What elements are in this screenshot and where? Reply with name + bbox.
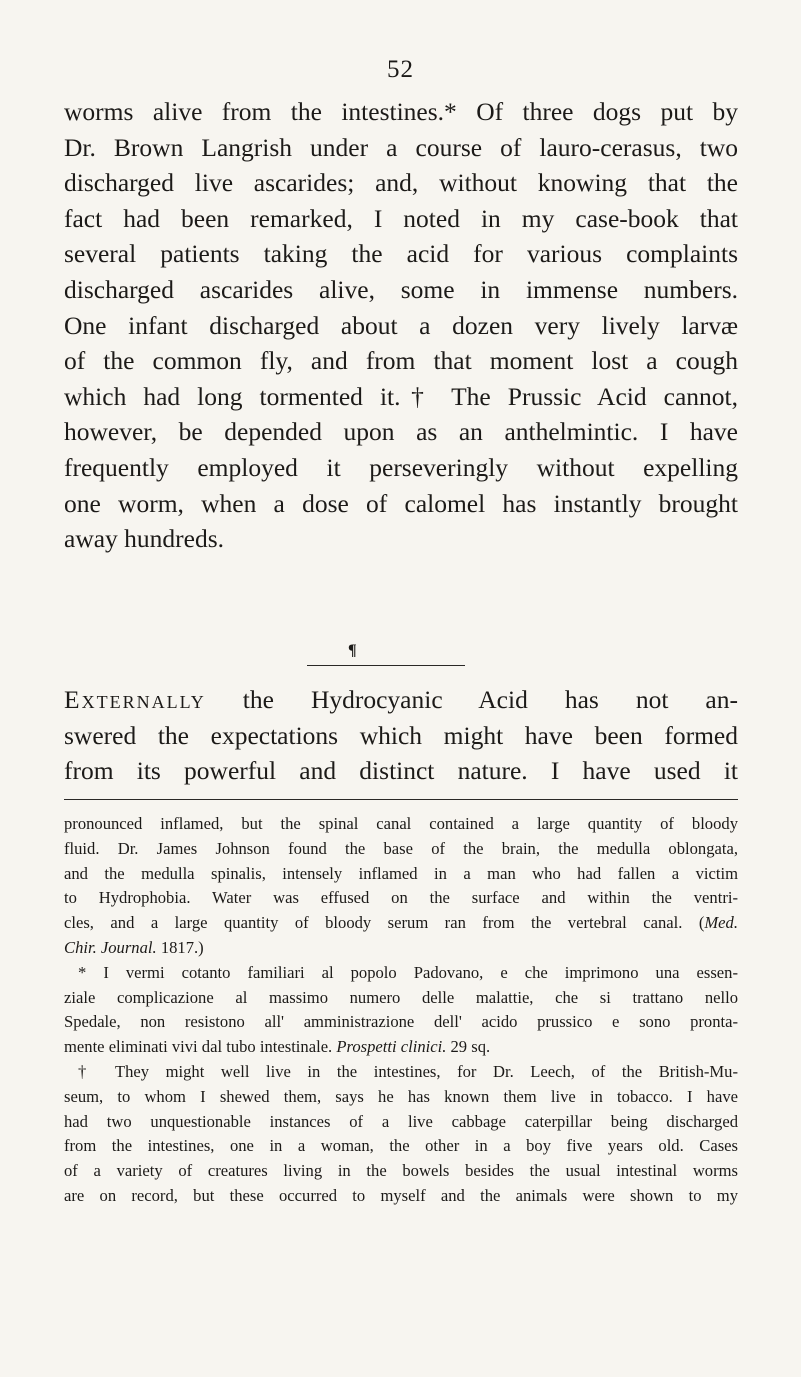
footnote-line: of a variety of creatures living in the bowels besides the usual intestinal worms: [64, 1161, 738, 1181]
footnote-line: are on record, but these occurred to myself and the animals were shown to my: [64, 1185, 738, 1205]
text-line: discharged live ascarides; and, without knowing that the: [64, 168, 738, 198]
text-line: of the common fly, and from that moment lost a cough: [64, 346, 738, 376]
lead-word: Externally: [64, 685, 206, 714]
text-line: fact had been remarked, I noted in my case-book that: [64, 203, 738, 233]
footnote-line: and the medulla spinalis, intensely inflamed in a man who had fallen a victim: [64, 863, 738, 883]
footnote-text: 1817.): [156, 937, 204, 957]
footnote-line: to Hydrophobia. Water was effused on the surface and within the ventri-: [64, 888, 738, 908]
text-line: one worm, when a dose of calomel has instantly brought: [64, 488, 738, 518]
footnote-line: had two unquestionable instances of a live cabbage caterpillar being discharged: [64, 1111, 738, 1131]
text-line: swered the expectations which might have been formed: [64, 720, 738, 750]
footnote-line: [64, 936, 738, 961]
text-line: One infant discharged about a dozen very lively larvæ: [64, 310, 738, 340]
text-line: [64, 682, 738, 718]
footnote-line: pronounced inflamed, but the spinal canal contained a large quantity of bloody: [64, 814, 738, 833]
journal-ref: Med.: [704, 913, 738, 933]
text-line: from its powerful and distinct nature. I have used it: [64, 756, 738, 786]
footnote-line: from the intestines, one in a woman, the other in a boy five years old. Cases: [64, 1136, 738, 1156]
footnote-text: cles, and a large quantity of bloody serum ran from the vertebral canal. (: [64, 913, 705, 933]
text-line: worms alive from the intestines.* Of three dogs put by: [64, 97, 738, 126]
line-rest: the Hydrocyanic Acid has not an-: [205, 685, 738, 714]
footnote-line: seum, to whom I shewed them, says he has known them live in tobacco. I have: [64, 1086, 738, 1106]
footnote-text: mente eliminati vivi dal tubo intestinale.: [64, 1037, 337, 1057]
text-line: which had long tormented it.† The Prussic Acid cannot,: [64, 381, 738, 411]
journal-ref: Chir. Journal.: [64, 937, 157, 957]
main-paragraph: [64, 94, 738, 557]
source-ref: Prospetti clinici.: [336, 1037, 447, 1057]
footnote-text: 29 sq.: [446, 1037, 491, 1057]
footnote-divider: [64, 799, 738, 800]
footnote-line: * I vermi cotanto familiari al popolo Padovano, e che imprimono una essen-: [78, 962, 738, 982]
text-line: discharged ascarides alive, some in immense numbers.: [64, 274, 738, 304]
section-mark: ¶: [348, 642, 357, 659]
footnote-line: Spedale, non resistono all' amministrazione dell' acido prussico e sono pronta-: [64, 1012, 738, 1032]
text-line: away hundreds.: [64, 524, 225, 554]
second-paragraph: [64, 682, 738, 789]
footnote-line: fluid. Dr. James Johnson found the base of the brain, the medulla oblongata,: [64, 838, 738, 858]
text-line: Dr. Brown Langrish under a course of lauro-cerasus, two: [64, 132, 738, 162]
footnote-line: ziale complicazione al massimo numero delle malattie, che si trattano nello: [64, 987, 738, 1007]
text-line: however, be depended upon as an anthelmintic. I have: [64, 417, 738, 447]
footnote-line: [64, 1035, 738, 1060]
section-divider: [307, 665, 465, 666]
footnotes: [64, 812, 738, 1209]
text-line: frequently employed it perseveringly without expelling: [64, 452, 738, 482]
text-line: several patients taking the acid for various complaints: [64, 239, 738, 269]
footnote-line: [64, 911, 738, 936]
footnote-line: † They might well live in the intestines, for Dr. Leech, of the British-Mu-: [78, 1061, 738, 1081]
page-number: 52: [387, 56, 414, 83]
